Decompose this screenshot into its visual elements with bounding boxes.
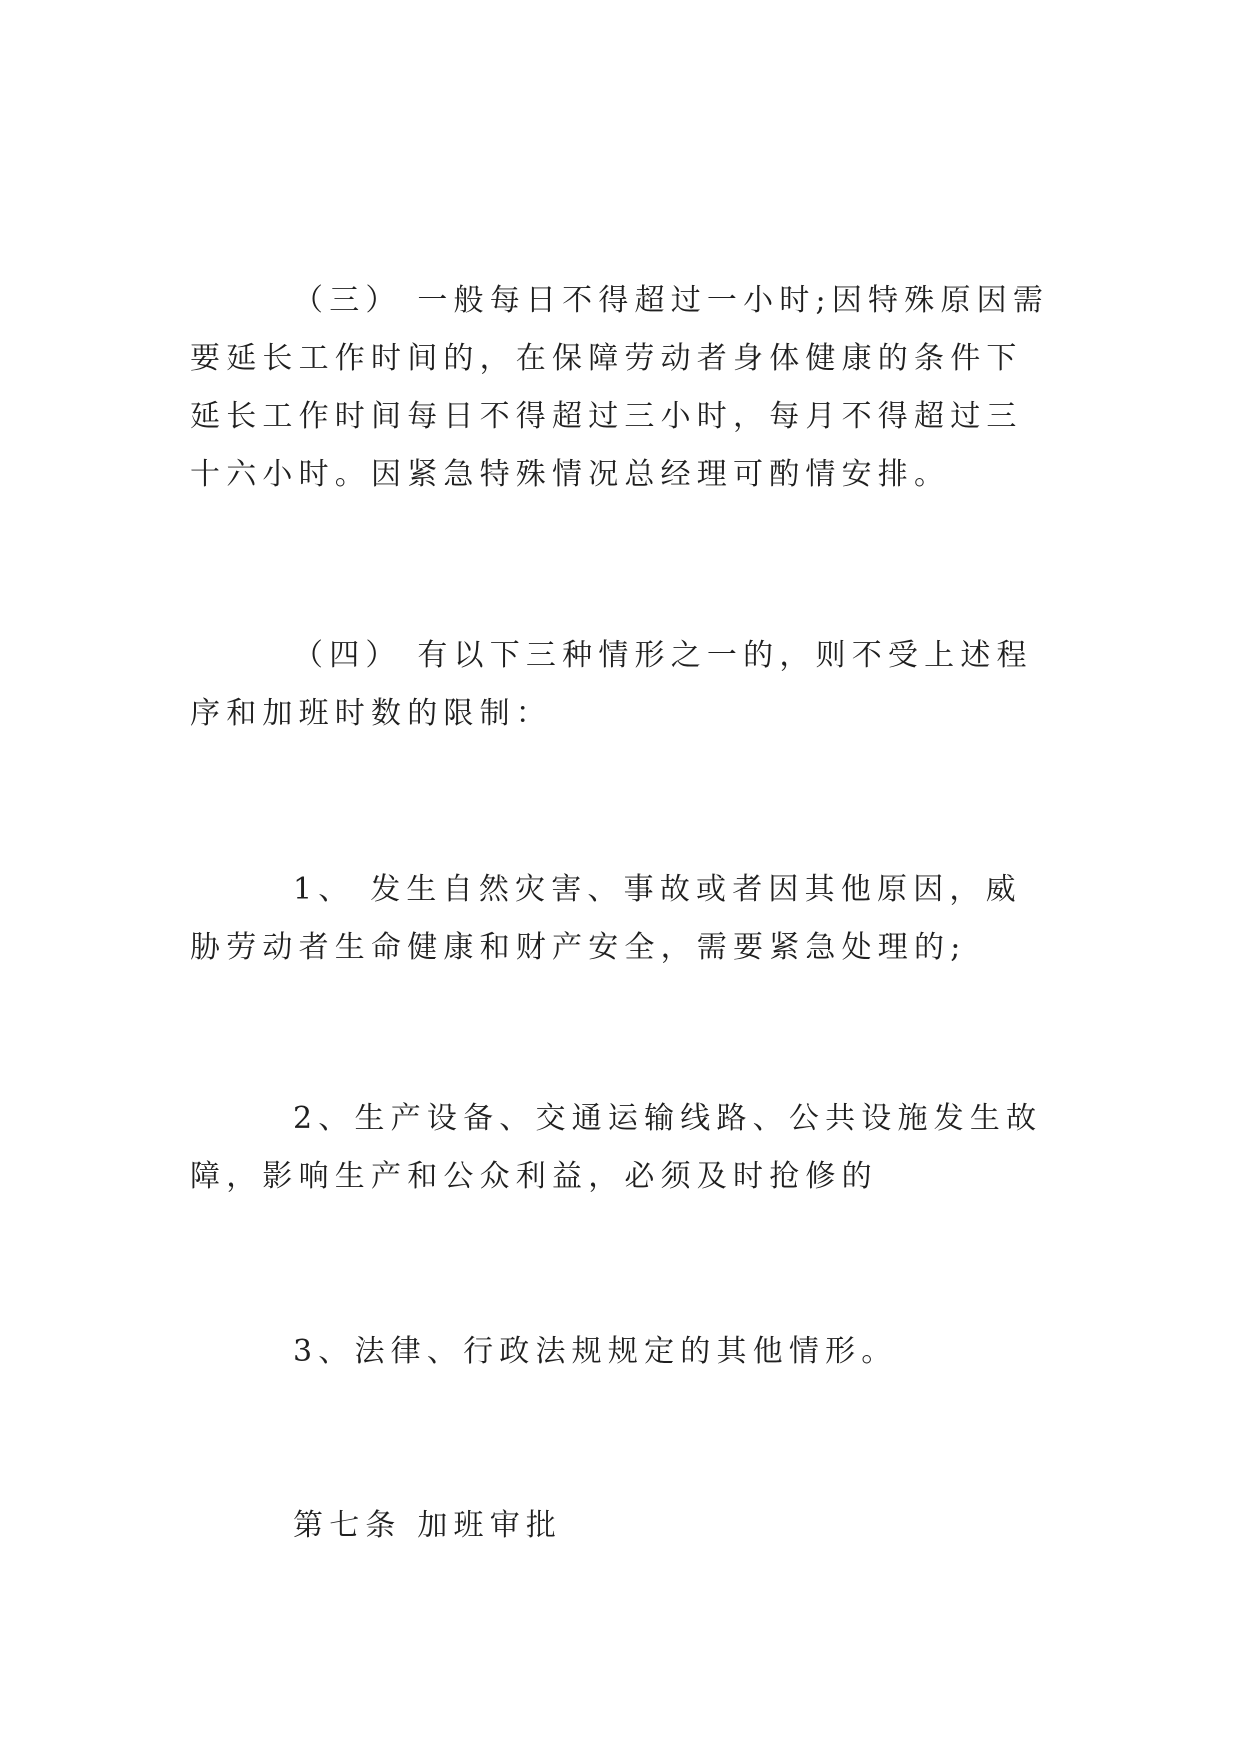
list-item-2: 2、生产设备、交通运输线路、公共设施发生故障，影响生产和公众利益，必须及时抢修的 [190,1101,1043,1194]
paragraph-clause-4: （四） 有以下三种情形之一的，则不受上述程序和加班时数的限制： [190,638,1033,731]
list-item-1: 1、 发生自然灾害、事故或者因其他原因，威胁劳动者生命健康和财产安全，需要紧急处理的; [190,872,1022,965]
article-heading: 第七条 加班审批 [293,1508,563,1543]
list-item-3: 3、法律、行政法规规定的其他情形。 [293,1334,898,1369]
paragraph-clause-3: （三） 一般每日不得超过一小时;因特殊原因需要延长工作时间的，在保障劳动者身体健康的条件下延长工作时间每日不得超过三小时，每月不得超过三十六小时。因紧急特殊情况总经理可酌情安排。 [190,283,1050,492]
